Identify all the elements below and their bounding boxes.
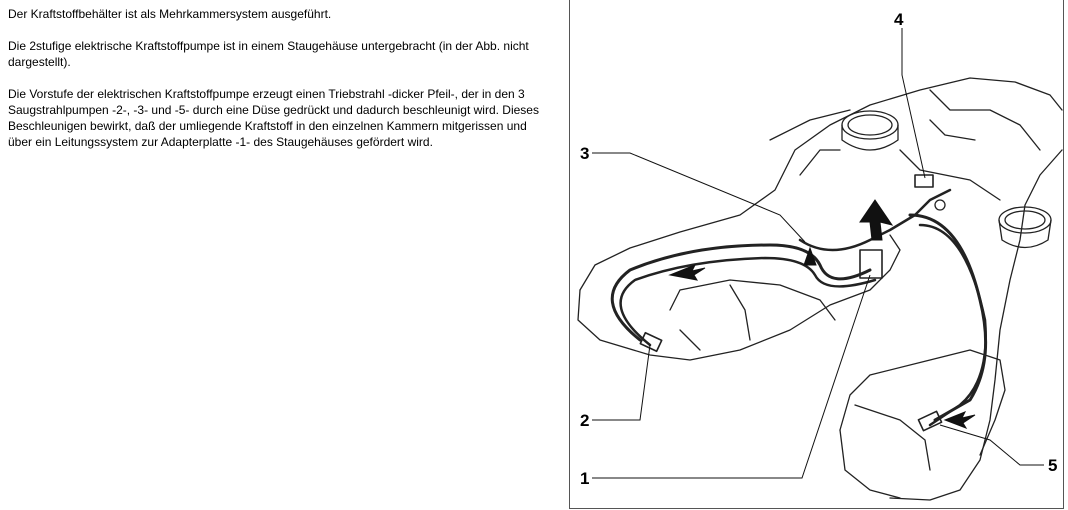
paragraph-jet-pumps: Die Vorstufe der elektrischen Kraftstoffpumpe erzeugt einen Triebstrahl -dicker Pfeil-, der in den 3 Saugstrahlpumpen -2-, -3- und -5- durch eine Düse gedrückt und dadurch beschleunigt wird. Dieses Beschleunigen bewirkt, daß der umliegende Kraftstoff in den einzelnen Kammern mitgerissen und über ein Leitungssystem zur Adapterplatte -1- des Staugehäuses gefördert wird. [8, 87, 539, 149]
callout-5: 5 [1048, 456, 1058, 475]
callout-3: 3 [580, 144, 590, 163]
hose-right-b [920, 225, 986, 425]
paragraph-pump-housing: Die 2stufige elektrische Kraftstoffpumpe ist in einem Staugehäuse untergebracht (in der Abb. nicht dargestellt). [8, 39, 529, 69]
fuel-tank-illustration [569, 0, 1064, 509]
callout-2: 2 [580, 411, 590, 430]
description-text [8, 6, 553, 166]
thick-arrow [860, 200, 892, 240]
jet-pump-4 [915, 175, 933, 187]
left-chamber [578, 235, 900, 360]
right-chamber [840, 350, 1005, 455]
flow-arrow-right [945, 412, 975, 428]
leader-3 [592, 153, 805, 242]
leader-5 [940, 425, 1044, 465]
jet-pump-2 [640, 333, 661, 351]
callout-1: 1 [580, 469, 590, 488]
callout-4: 4 [894, 10, 904, 29]
tank-right-edge [890, 150, 1062, 500]
hose-left-b [621, 258, 875, 345]
leader-2 [592, 345, 650, 420]
fuel-tank-drawing [570, 0, 1065, 509]
paragraph-multichamber: Der Kraftstoffbehälter ist als Mehrkammersystem ausgeführt. [8, 7, 332, 21]
